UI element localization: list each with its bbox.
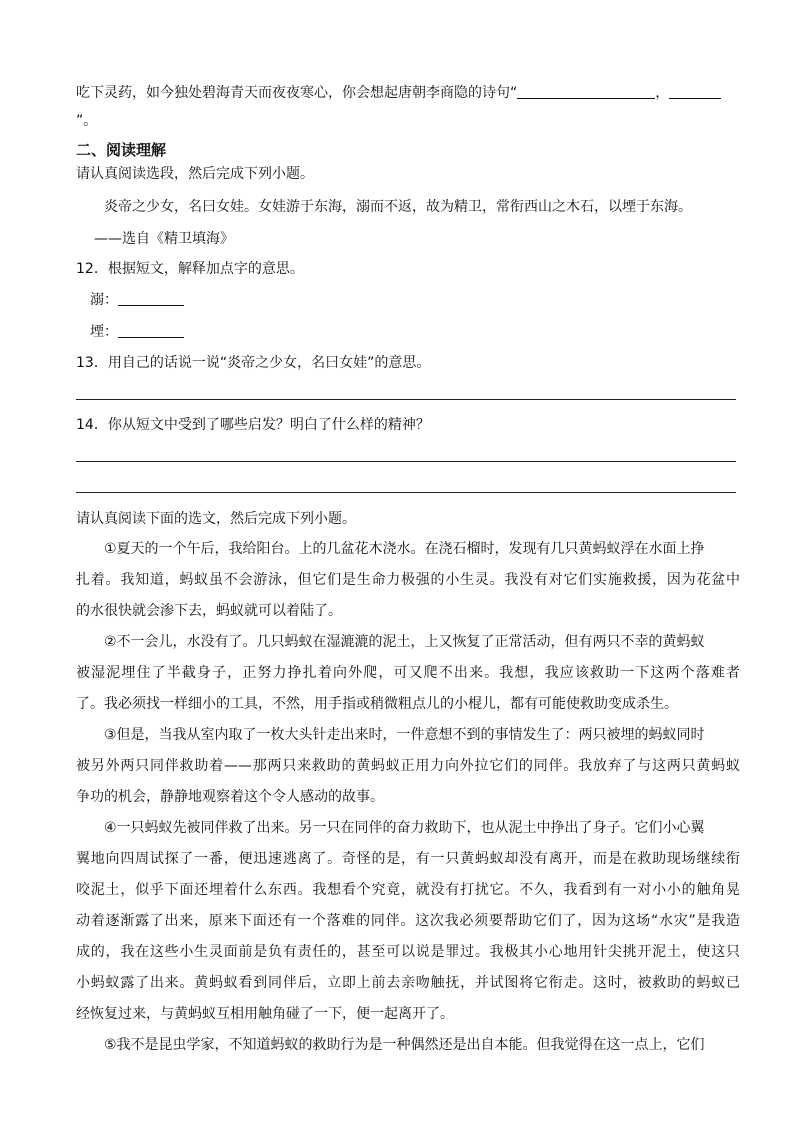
passage2-line: ②不一会儿，水没有了。几只蚂蚁在湿漉漉的泥土，上又恢复了正常活动，但有两只不幸的黄蚂蚁 bbox=[104, 634, 705, 650]
poem-question-separator: ， bbox=[655, 85, 670, 101]
answer-blank-1[interactable] bbox=[517, 84, 655, 99]
answer-line-13[interactable] bbox=[76, 399, 736, 400]
answer-blank-yin[interactable] bbox=[118, 323, 184, 338]
passage1-intro: 请认真阅读选段，然后完成下列小题。 bbox=[76, 166, 314, 182]
question-14-stem: 14．你从短文中受到了哪些启发？明白了什么样的精神？ bbox=[76, 417, 430, 433]
passage2-line: 咬泥土，似乎下面还埋着什么东西。我想看个究竟，就没有打扰它。不久，我看到有一对小小的触角晃 bbox=[76, 882, 740, 898]
passage2-line: 被另外两只同伴救助着——那两只来救助的黄蚂蚁正用力向外拉它们的同伴。我放弃了与这两只黄蚂蚁 bbox=[76, 758, 740, 774]
poem-question-text: 吃下灵药，如今独处碧海青天而夜夜寒心，你会想起唐朝李商隐的诗句“ bbox=[76, 85, 518, 101]
item-1-label: 溺： bbox=[90, 292, 118, 308]
answer-blank-2[interactable] bbox=[669, 84, 721, 99]
passage2-line: ④一只蚂蚁先被同伴救了出来。另一只在同伴的奋力救助下，也从泥土中挣出了身子。它们小心翼 bbox=[104, 820, 705, 836]
item-2-label: 堙： bbox=[90, 324, 118, 340]
passage2-line: 了。我必须找一样细小的工具，不然，用手指或稍微粗点儿的小棍儿，都有可能使救助变成杀生。 bbox=[76, 696, 678, 712]
poem-question-line-2: ”。 bbox=[76, 113, 98, 129]
question-13-stem: 13．用自己的话说一说“炎帝之少女，名曰女娃”的意思。 bbox=[76, 355, 431, 371]
passage2-line: 的水很快就会渗下去，蚂蚁就可以着陆了。 bbox=[76, 603, 342, 619]
passage2-line: ⑤我不是昆虫学家，不知道蚂蚁的救助行为是一种偶然还是出自本能。但我觉得在这一点上，它们 bbox=[104, 1037, 705, 1053]
passage2-line: 成的，我在这些小生灵面前是负有责任的，甚至可以说是罪过。我极其小心地用针尖挑开泥土，使这只 bbox=[76, 944, 740, 960]
passage2-line: 被湿泥埋住了半截身子，正努力挣扎着向外爬，可又爬不出来。我想，我应该救助一下这两个落难者 bbox=[76, 665, 740, 681]
passage2-line: 小蚂蚁露了出来。黄蚂蚁看到同伴后，立即上前去亲吻触抚，并试图将它衔走。这时，被救助的蚂蚁已 bbox=[76, 975, 740, 991]
section-heading: 二、阅读理解 bbox=[76, 141, 167, 159]
question-12-item-1 bbox=[90, 290, 754, 310]
passage2-intro: 请认真阅读下面的选文，然后完成下列小题。 bbox=[76, 511, 356, 527]
passage2-line: 争功的机会，静静地观察着这个令人感动的故事。 bbox=[76, 789, 384, 805]
passage2-line: ①夏天的一个午后，我给阳台。上的几盆花木浇水。在浇石榴时，发现有几只黄蚂蚁浮在水面上挣 bbox=[104, 541, 705, 557]
passage2-line: ③但是，当我从室内取了一枚大头针走出来时，一件意想不到的事情发生了：两只被埋的蚂蚁同时 bbox=[104, 727, 705, 743]
answer-line-14a[interactable] bbox=[76, 461, 736, 462]
question-12-item-2 bbox=[90, 322, 754, 342]
passage2-line: 经恢复过来，与黄蚂蚁互相用触角碰了一下，便一起离开了。 bbox=[76, 1006, 454, 1022]
passage1-source: ——选自《精卫填海》 bbox=[94, 231, 234, 247]
passage2-line: 动着逐渐露了出来，原来下面还有一个落难的同伴。这次我必须要帮助它们了，因为这场“水灾”是我造 bbox=[76, 913, 740, 929]
passage2-line: 翼地向四周试探了一番，便迅速逃离了。奇怪的是，有一只黄蚂蚁却没有离开，而是在救助现场继续衔 bbox=[76, 851, 740, 867]
poem-question-line-1 bbox=[76, 83, 740, 103]
answer-blank-ni[interactable] bbox=[118, 291, 184, 306]
passage2-line: 扎着。我知道，蚂蚁虽不会游泳，但它们是生命力极强的小生灵。我没有对它们实施救援，因为花盆中 bbox=[76, 572, 740, 588]
answer-line-14b[interactable] bbox=[76, 492, 736, 493]
passage1-text: 炎帝之少女，名曰女娃。女娃游于东海，溺而不返，故为精卫，常衔西山之木石，以堙于东海。 bbox=[104, 199, 692, 215]
question-12-stem: 12．根据短文，解释加点字的意思。 bbox=[76, 261, 304, 277]
